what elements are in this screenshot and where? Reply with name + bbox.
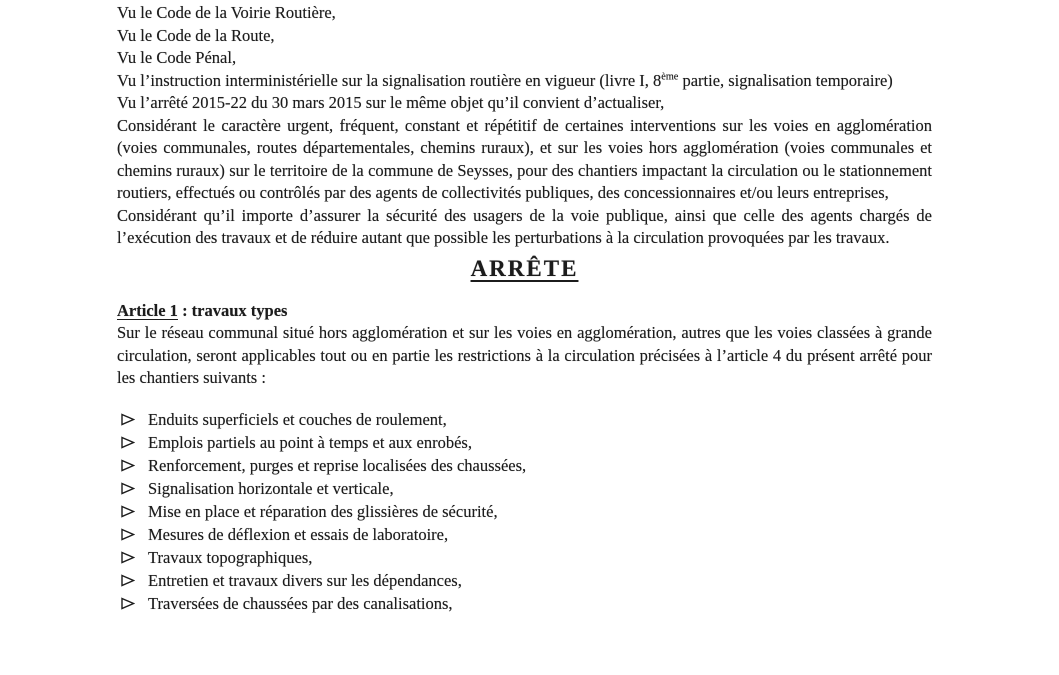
preamble-code-route: Vu le Code de la Route,: [117, 25, 275, 45]
list-item: [121, 477, 932, 500]
arrow-bullet-icon: [121, 436, 135, 449]
list-item-label: Mesures de déflexion et essais de laboratoire,: [148, 524, 449, 544]
list-item-label: Mise en place et réparation des glissières de sécurité,: [148, 501, 498, 521]
instruction-text-post: partie, signalisation temporaire): [678, 70, 893, 90]
list-item: [121, 431, 932, 454]
list-item-label: Signalisation horizontale et verticale,: [148, 478, 394, 498]
list-item-label: Renforcement, purges et reprise localisées des chaussées,: [148, 455, 527, 475]
arrete-main-heading: [117, 254, 932, 284]
preamble-considerant-2: Considérant qu’il importe d’assurer la sécurité des usagers de la voie publique, ainsi que celle des agents chargés de l’exécution des travaux et de réduire autant que possible les perturbations à la circulation provoquées par les travaux.: [117, 205, 932, 247]
arrow-bullet-icon: [121, 505, 135, 518]
list-item-label: Emplois partiels au point à temps et aux enrobés,: [148, 432, 472, 452]
list-item: [121, 569, 932, 592]
preamble-arrete-2015: Vu l’arrêté 2015-22 du 30 mars 2015 sur le même objet qu’il convient d’actualiser,: [117, 93, 665, 112]
list-item: [121, 592, 932, 615]
preamble-considerant-1: Considérant le caractère urgent, fréquent, constant et répétitif de certaines interventions sur les voies en agglomération (voies communales, routes départementales, chemins ruraux), et sur les voies hors agglomération (voies communales et chemins ruraux) sur le territoire de la commune de Seysses, pour des chantiers impactant la circulation ou le stationnement routiers, effectués ou contrôlés par des agents de collectivités publiques, des concessionnaires et/ou leurs entreprises,: [117, 115, 932, 202]
preamble-code-penal: Vu le Code Pénal,: [117, 48, 237, 67]
list-item-label: Travaux topographiques,: [148, 547, 313, 567]
instruction-text-pre: Vu l’instruction interministérielle sur la signalisation routière en vigueur (livre I, 8: [117, 70, 662, 90]
works-types-list: [117, 408, 932, 615]
arrow-bullet-icon: [121, 482, 135, 495]
arrow-bullet-icon: [121, 597, 135, 610]
list-item: [121, 523, 932, 546]
list-item: [121, 408, 932, 431]
arrow-bullet-icon: [121, 551, 135, 564]
list-item-label: Enduits superficiels et couches de roulement,: [148, 409, 447, 429]
preamble-instruction: [117, 70, 932, 93]
article-1-heading: [117, 300, 932, 323]
arrow-bullet-icon: [121, 459, 135, 472]
article-1-title: : travaux types: [177, 300, 288, 320]
list-item: [121, 546, 932, 569]
instruction-superscript: ème: [661, 71, 679, 82]
list-item: [121, 454, 932, 477]
list-item: [121, 500, 932, 523]
list-item-label: Entretien et travaux divers sur les dépendances,: [148, 570, 462, 590]
arrete-heading-text: ARRÊTE: [470, 255, 579, 281]
list-item-label: Traversées de chaussées par des canalisations,: [148, 593, 453, 613]
article-1-body: Sur le réseau communal situé hors agglomération et sur les voies en agglomération, autres que les voies classées à grande circulation, seront applicables tout ou en partie les restrictions à la circulation précisées à l’article 4 du présent arrêté pour les chantiers suivants :: [117, 323, 932, 387]
arrow-bullet-icon: [121, 413, 135, 426]
document-text-column: [117, 2, 932, 615]
article-1-label: Article 1: [117, 300, 178, 320]
arrow-bullet-icon: [121, 528, 135, 541]
arrow-bullet-icon: [121, 574, 135, 587]
preamble-code-voirie: Vu le Code de la Voirie Routière,: [117, 3, 336, 22]
